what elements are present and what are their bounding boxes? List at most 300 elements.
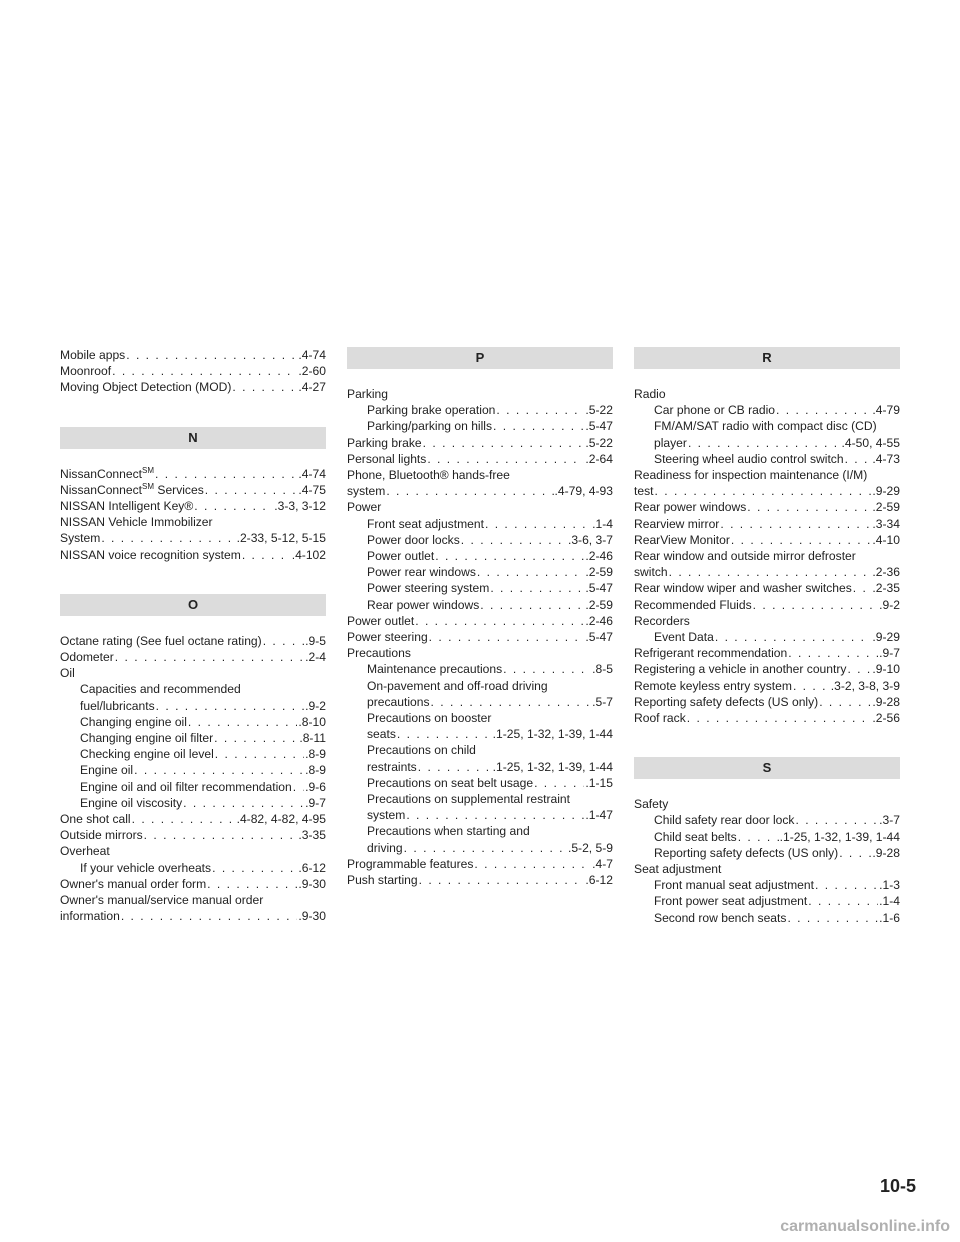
index-entry: [60, 795, 326, 811]
dot-leader: [534, 775, 584, 791]
entry-page-ref: .9-5: [305, 633, 326, 648]
index-heading: Parking: [347, 387, 389, 401]
entry-page-ref: .9-29: [872, 484, 900, 499]
index-entry: [60, 827, 326, 843]
section-gap: [634, 726, 900, 757]
entry-label: [634, 532, 730, 548]
entry-label: [367, 418, 492, 434]
entry-page-ref: .2-36: [872, 565, 900, 580]
index-entry: [634, 532, 900, 548]
dot-leader: [819, 694, 871, 710]
index-heading: On-pavement and off-road driving: [367, 678, 548, 693]
service-mark: SM: [142, 481, 155, 491]
section-header: S: [634, 757, 900, 779]
entry-page-ref: .1-25, 1-32, 1-39, 1-44: [492, 727, 613, 742]
entry-page-ref: .2-64: [585, 451, 613, 466]
dot-leader: [815, 877, 878, 893]
section-header: O: [60, 594, 326, 616]
index-heading: Precautions on supplemental restraint: [367, 792, 571, 807]
entry-label: [60, 633, 262, 649]
entry-label: [634, 597, 752, 613]
entry-label-text: player: [654, 435, 687, 450]
index-heading: Safety: [634, 797, 669, 812]
entry-label: [80, 779, 292, 795]
index-entry: [347, 856, 613, 872]
entry-page-ref: .9-28: [872, 694, 900, 709]
entry-label: [80, 795, 182, 811]
entry-page-ref: .1-25, 1-32, 1-39, 1-44: [779, 829, 900, 844]
index-entry: [60, 547, 326, 563]
entry-label: [80, 698, 155, 714]
index-heading: Capacities and recommended: [80, 682, 241, 697]
entry-label: [60, 547, 241, 563]
entry-page-ref: .8-9: [305, 747, 326, 762]
index-entry: [347, 661, 613, 677]
dot-leader: [183, 795, 304, 811]
entry-page-ref: .9-30: [298, 876, 326, 891]
entry-label-text: Maintenance precautions: [367, 662, 503, 677]
dot-leader: [847, 661, 871, 677]
index-entry: [347, 532, 613, 548]
index-column-1: [60, 347, 326, 924]
entry-label: [367, 840, 403, 856]
entry-label-suffix: Services: [154, 482, 204, 497]
index-entry: [347, 872, 613, 888]
dot-leader: [435, 548, 584, 564]
dot-leader: [485, 516, 591, 532]
index-entry: [347, 807, 613, 823]
entry-label-text: Reporting safety defects (US only): [634, 694, 819, 709]
entry-label: [654, 845, 838, 861]
entry-label-text: Checking engine oil level: [80, 747, 214, 762]
entry-label: [347, 451, 426, 467]
entry-label: [80, 762, 133, 778]
entry-page-ref: .2-4: [305, 650, 326, 665]
entry-page-ref: .4-74: [298, 466, 326, 481]
dot-leader: [715, 629, 872, 645]
dot-leader: [155, 466, 297, 482]
index-entry: [60, 379, 326, 395]
entry-label: [367, 726, 396, 742]
entry-label: [654, 893, 807, 909]
index-entry: [60, 779, 326, 795]
dot-leader: [738, 829, 779, 845]
entry-label-text: Engine oil viscosity: [80, 795, 183, 810]
entry-label: [654, 877, 814, 893]
entry-page-ref: .6-12: [298, 860, 326, 875]
entry-page-ref: .2-59: [585, 565, 613, 580]
index-entry: [60, 363, 326, 379]
entry-label: [367, 564, 476, 580]
dot-leader: [845, 451, 872, 467]
index-entry: [60, 698, 326, 714]
dot-leader: [418, 759, 492, 775]
entry-page-ref: .1-25, 1-32, 1-39, 1-44: [492, 759, 613, 774]
index-column-2: [347, 347, 613, 888]
entry-page-ref: .4-10: [872, 532, 900, 547]
entry-page-ref: .2-56: [872, 711, 900, 726]
entry-label-text: Rear window wiper and washer switches: [634, 581, 852, 596]
dot-leader: [429, 629, 585, 645]
entry-label-text: Mobile apps: [60, 348, 126, 362]
index-entry: [60, 482, 326, 498]
index-entry: [347, 483, 613, 499]
entry-page-ref: .2-60: [298, 364, 326, 379]
entry-page-ref: .9-2: [305, 698, 326, 713]
entry-page-ref: .2-33, 5-12, 5-15: [236, 531, 326, 546]
index-entry: [634, 402, 900, 418]
entry-label: [60, 908, 120, 924]
section-header: P: [347, 347, 613, 369]
dot-leader: [839, 845, 871, 861]
entry-label: [60, 363, 111, 379]
index-entry: [634, 645, 900, 661]
entry-label: [654, 812, 794, 828]
entry-label-text: test: [634, 484, 654, 499]
index-entry: [60, 746, 326, 762]
entry-label-text: Parking/parking on hills: [367, 419, 493, 434]
entry-label-text: fuel/lubricants: [80, 698, 155, 713]
entry-label: [367, 532, 460, 548]
index-heading: Seat adjustment: [634, 862, 722, 877]
entry-label-text: Owner's manual order form: [60, 876, 207, 891]
entry-label-text: Power outlet: [367, 549, 435, 564]
entry-label: [60, 482, 204, 498]
index-entry: [634, 580, 900, 596]
index-entry: [634, 678, 900, 694]
dot-leader: [214, 730, 298, 746]
dot-leader: [156, 698, 305, 714]
index-heading: Precautions on booster: [367, 711, 492, 726]
entry-label-text: information: [60, 909, 120, 924]
entry-label-text: One shot call: [60, 812, 131, 827]
entry-label: [60, 811, 131, 827]
entry-page-ref: .5-22: [585, 403, 613, 418]
entry-page-ref: .4-27: [298, 380, 326, 395]
index-entry: [634, 812, 900, 828]
entry-label: [80, 714, 187, 730]
entry-page-ref: .1-4: [592, 516, 613, 531]
index-entry: [60, 762, 326, 778]
index-entry: [634, 516, 900, 532]
entry-page-ref: .4-102: [291, 547, 326, 562]
entry-label: [634, 645, 787, 661]
dot-leader: [101, 530, 235, 546]
index-entry: [60, 347, 326, 363]
dot-leader: [386, 483, 553, 499]
index-entry: [347, 597, 613, 613]
index-entry: [347, 629, 613, 645]
entry-label-text: NissanConnect: [60, 466, 143, 481]
dot-leader: [406, 807, 584, 823]
dot-leader: [793, 678, 830, 694]
entry-page-ref: .1-47: [585, 808, 613, 823]
index-heading: Overheat: [60, 844, 110, 859]
entry-label: [654, 629, 714, 645]
entry-label: [347, 613, 414, 629]
entry-label: [80, 746, 214, 762]
index-heading: Precautions on child: [367, 743, 476, 758]
index-entry: [347, 840, 613, 856]
index-heading: Owner's manual/service manual order: [60, 893, 264, 908]
index-heading: Radio: [634, 387, 666, 401]
index-heading: Oil: [60, 666, 75, 681]
dot-leader: [853, 580, 872, 596]
entry-label: [367, 580, 489, 596]
entry-label-text: Programmable features: [347, 856, 474, 871]
dot-leader: [808, 893, 878, 909]
dot-leader: [415, 613, 584, 629]
entry-label: [634, 516, 719, 532]
entry-label-text: Rearview mirror: [634, 516, 720, 531]
entry-label-text: Reporting safety defects (US only): [654, 845, 839, 860]
entry-label-text: Odometer: [60, 650, 114, 665]
entry-label: [367, 548, 434, 564]
dot-leader: [423, 435, 585, 451]
index-entry: [347, 759, 613, 775]
entry-label-text: Steering wheel audio control switch: [654, 451, 844, 466]
entry-label: [60, 347, 125, 363]
entry-label: [347, 856, 473, 872]
entry-label: [367, 807, 405, 823]
entry-label-text: seats: [367, 727, 396, 742]
dot-leader: [134, 762, 304, 778]
entry-page-ref: .6-12: [585, 873, 613, 888]
index-heading: Precautions: [347, 646, 411, 661]
entry-label-text: If your vehicle overheats: [80, 860, 212, 875]
entry-label-text: NISSAN voice recognition system: [60, 547, 241, 562]
index-entry: [60, 649, 326, 665]
entry-label: [634, 499, 746, 515]
index-entry: [60, 908, 326, 924]
index-entry: [634, 910, 900, 926]
dot-leader: [461, 532, 567, 548]
entry-page-ref: .3-6, 3-7: [567, 532, 613, 547]
entry-page-ref: .4-50, 4-55: [841, 435, 900, 450]
dot-leader: [753, 597, 879, 613]
index-entry: [634, 597, 900, 613]
page-number: 10-5: [880, 1176, 917, 1196]
entry-label: [634, 483, 654, 499]
index-entry: [347, 726, 613, 742]
dot-leader: [687, 710, 872, 726]
entry-label: [367, 775, 533, 791]
index-entry: [347, 516, 613, 532]
entry-page-ref: .9-6: [305, 779, 326, 794]
entry-label: [367, 661, 502, 677]
index-entry: [60, 633, 326, 649]
entry-label-text: Personal lights: [347, 451, 427, 466]
dot-leader: [132, 811, 236, 827]
index-heading: FM/AM/SAT radio with compact disc (CD): [654, 419, 877, 434]
entry-page-ref: .3-34: [872, 516, 900, 531]
entry-label: [60, 649, 114, 665]
entry-label-text: precautions: [367, 694, 430, 709]
index-entry: [634, 710, 900, 726]
dot-leader: [397, 726, 492, 742]
entry-page-ref: .5-47: [585, 581, 613, 596]
index-entry: [347, 564, 613, 580]
entry-label: [654, 910, 786, 926]
entry-label: [80, 860, 211, 876]
dot-leader: [669, 564, 872, 580]
entry-label-text: Car phone or CB radio: [654, 403, 776, 418]
entry-label: [347, 872, 418, 888]
entry-page-ref: .2-59: [872, 500, 900, 515]
index-entry: [634, 694, 900, 710]
entry-label-text: Remote keyless entry system: [634, 678, 792, 693]
dot-leader: [205, 482, 298, 498]
index-entry: [634, 564, 900, 580]
dot-leader: [480, 597, 584, 613]
dot-leader: [215, 746, 304, 762]
index-heading: Power: [347, 500, 382, 515]
index-entry: [347, 775, 613, 791]
dot-leader: [242, 547, 291, 563]
entry-label-text: Power outlet: [347, 613, 415, 628]
dot-leader: [477, 564, 585, 580]
entry-page-ref: .4-75: [298, 482, 326, 497]
entry-page-ref: .1-4: [879, 894, 900, 909]
index-entry: [60, 498, 326, 514]
entry-page-ref: .3-2, 3-8, 3-9: [830, 678, 900, 693]
index-entry: [634, 451, 900, 467]
entry-label: [634, 710, 686, 726]
entry-label-text: driving: [367, 840, 403, 855]
entry-page-ref: .3-35: [298, 828, 326, 843]
index-heading: Rear window and outside mirror defroster: [634, 549, 856, 564]
entry-label-text: Changing engine oil filter: [80, 731, 214, 746]
entry-page-ref: .4-79: [872, 403, 900, 418]
entry-label-text: Power rear windows: [367, 565, 476, 580]
entry-label: [60, 876, 206, 892]
index-entry: [347, 580, 613, 596]
entry-label-text: system: [347, 484, 386, 499]
entry-page-ref: .9-30: [298, 909, 326, 924]
entry-page-ref: .9-7: [879, 646, 900, 661]
entry-page-ref: .4-73: [872, 451, 900, 466]
entry-label-text: Octane rating (See fuel octane rating): [60, 633, 262, 648]
index-entry: [60, 714, 326, 730]
entry-page-ref: .2-46: [585, 549, 613, 564]
entry-label: [60, 530, 100, 546]
entry-page-ref: .9-7: [305, 795, 326, 810]
index-heading: NISSAN Vehicle Immobilizer: [60, 515, 213, 530]
entry-label-text: NissanConnect: [60, 482, 143, 497]
index-heading: Readiness for inspection maintenance (I/M): [634, 468, 868, 483]
entry-label-text: Registering a vehicle in another country: [634, 662, 847, 677]
dot-leader: [474, 856, 591, 872]
index-entry: [347, 451, 613, 467]
entry-page-ref: .3-7: [879, 813, 900, 828]
entry-label: [654, 402, 775, 418]
dot-leader: [688, 435, 841, 451]
entry-page-ref: .9-28: [872, 845, 900, 860]
entry-label-text: Parking brake: [347, 435, 422, 450]
entry-label: [367, 597, 479, 613]
entry-label-text: Rear power windows: [367, 597, 480, 612]
entry-label: [634, 564, 668, 580]
index-entry: [347, 548, 613, 564]
dot-leader: [490, 580, 584, 596]
entry-label-text: Rear power windows: [634, 500, 747, 515]
entry-label-text: system: [367, 808, 406, 823]
entry-label-text: Power steering: [347, 630, 428, 645]
entry-page-ref: .1-6: [879, 910, 900, 925]
entry-label: [60, 827, 143, 843]
dot-leader: [431, 694, 592, 710]
index-entry: [60, 811, 326, 827]
dot-leader: [776, 402, 871, 418]
entry-label: [367, 694, 430, 710]
entry-page-ref: .5-2, 5-9: [567, 840, 613, 855]
index-entry: [60, 466, 326, 482]
index-entry: [347, 435, 613, 451]
dot-leader: [655, 483, 872, 499]
index-entry: [634, 661, 900, 677]
entry-page-ref: .4-7: [592, 856, 613, 871]
entry-label: [60, 379, 231, 395]
dot-leader: [427, 451, 584, 467]
entry-label: [634, 694, 818, 710]
entry-page-ref: .9-10: [872, 662, 900, 677]
entry-page-ref: .8-5: [592, 662, 613, 677]
dot-leader: [788, 645, 878, 661]
index-entry: [634, 435, 900, 451]
entry-page-ref: .9-29: [872, 630, 900, 645]
entry-label-text: Roof rack: [634, 711, 686, 726]
index-column-3: [634, 347, 900, 926]
dot-leader: [404, 840, 567, 856]
dot-leader: [121, 908, 298, 924]
service-mark: SM: [142, 465, 155, 475]
entry-label-text: switch: [634, 565, 668, 580]
entry-label: [367, 402, 495, 418]
entry-page-ref: .4-79, 4-93: [554, 484, 613, 499]
entry-label: [634, 580, 852, 596]
entry-page-ref: .8-9: [305, 763, 326, 778]
dot-leader: [115, 649, 304, 665]
entry-label: [60, 466, 154, 482]
index-entry: [634, 629, 900, 645]
entry-label: [367, 759, 417, 775]
index-heading: Precautions when starting and: [367, 824, 530, 839]
entry-page-ref: .2-35: [872, 581, 900, 596]
dot-leader: [293, 779, 304, 795]
index-entry: [634, 499, 900, 515]
entry-label-text: NISSAN Intelligent Key®: [60, 499, 194, 514]
index-entry: [347, 418, 613, 434]
dot-leader: [188, 714, 298, 730]
entry-label-text: Changing engine oil: [80, 714, 187, 729]
dot-leader: [731, 532, 872, 548]
dot-leader: [263, 633, 304, 649]
entry-label-text: Refrigerant recommendation: [634, 646, 788, 661]
entry-label-text: Precautions on seat belt usage: [367, 775, 534, 790]
dot-leader: [194, 498, 273, 514]
dot-leader: [112, 363, 297, 379]
entry-page-ref: .5-47: [585, 419, 613, 434]
entry-label-text: Power steering system: [367, 581, 490, 596]
entry-label-text: Parking brake operation: [367, 403, 496, 418]
entry-label-text: Event Data: [654, 630, 714, 645]
index-entry: [634, 893, 900, 909]
dot-leader: [144, 827, 298, 843]
entry-label-text: Child safety rear door lock: [654, 813, 795, 828]
index-heading: Phone, Bluetooth® hands-free: [347, 468, 510, 483]
dot-leader: [787, 910, 878, 926]
entry-label-text: Push starting: [347, 873, 418, 888]
